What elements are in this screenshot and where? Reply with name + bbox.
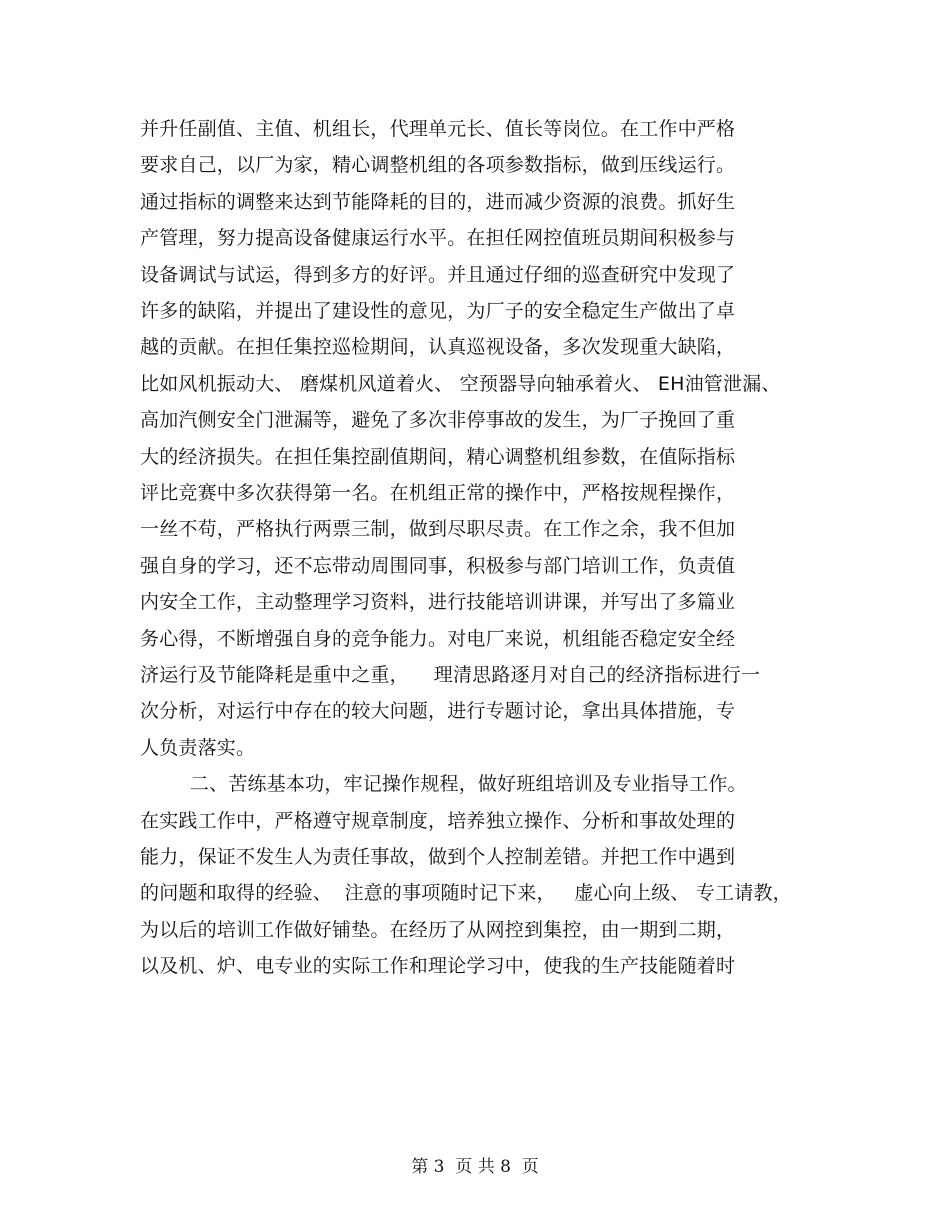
text-line: 大的经济损失。在担任集控副值期间，精心调整机组参数，在值际指标	[140, 445, 736, 468]
text-line: 二、苦练基本功，牢记操作规程，做好班组培训及专业指导工作。	[140, 773, 747, 796]
text-line: 在实践工作中，严格遵守规章制度，培养独立操作、分析和事故处理的	[140, 809, 736, 832]
text-line: 并升任副值、主值、机组长，代理单元长、值长等岗位。在工作中严格	[140, 118, 736, 140]
text-line: 设备调试与试运，得到多方的好评。并且通过仔细的巡查研究中发现了	[140, 263, 736, 286]
page-number-footer: 第 3 页 共 8 页	[411, 1157, 539, 1177]
text-line: 一丝不苟，严格执行两票三制，做到尽职尽责。在工作之余，我不但加	[140, 518, 736, 541]
text-line: 产管理，努力提高设备健康运行水平。在担任网控值班员期间积极参与	[140, 227, 736, 250]
text-line: 人负责落实。	[140, 736, 256, 759]
text-line: 能力，保证不发生人为责任事故，做到个人控制差错。并把工作中遇到	[140, 846, 736, 868]
text-line: 次分析，对运行中存在的较大问题，进行专题讨论，拿出具体措施，专	[140, 700, 736, 723]
text-line: 内安全工作，主动整理学习资料，进行技能培训讲课，并写出了多篇业	[140, 591, 736, 614]
text-line: 要求自己，以厂为家，精心调整机组的各项参数指标，做到压线运行。	[140, 154, 736, 177]
text-line: 务心得，不断增强自身的竞争能力。对电厂来说，机组能否稳定安全经	[140, 627, 736, 650]
text-line: 许多的缺陷，并提出了建设性的意见，为厂子的安全稳定生产做出了卓	[140, 300, 736, 322]
text-line: 以及机、炉、电专业的实际工作和理论学习中，使我的生产技能随着时	[140, 955, 736, 978]
text-line: 济运行及节能降耗是重中之重， 理清思路逐月对自己的经济指标进行一	[140, 664, 761, 686]
text-line: 高加汽侧安全门泄漏等，避免了多次非停事故的发生，为厂子挽回了重	[140, 409, 736, 432]
text-line: 强自身的学习，还不忘带动周围同事，积极参与部门培训工作，负责值	[140, 554, 736, 577]
text-line: 的问题和取得的经验、 注意的事项随时记下来， 虚心向上级、 专工请教，	[140, 882, 792, 905]
text-line: 比如风机振动大、 磨煤机风道着火、 空预器导向轴承着火、 EH油管泄漏、	[140, 372, 781, 395]
text-line: 为以后的培训工作做好铺垫。在经历了从网控到集控，由一期到二期，	[140, 918, 736, 941]
text-line: 越的贡献。在担任集控巡检期间，认真巡视设备，多次发现重大缺陷，	[140, 336, 736, 359]
text-line: 评比竞赛中多次获得第一名。在机组正常的操作中，严格按规程操作，	[140, 482, 736, 504]
text-line: 通过指标的调整来达到节能降耗的目的，进而减少资源的浪费。抓好生	[140, 190, 736, 213]
